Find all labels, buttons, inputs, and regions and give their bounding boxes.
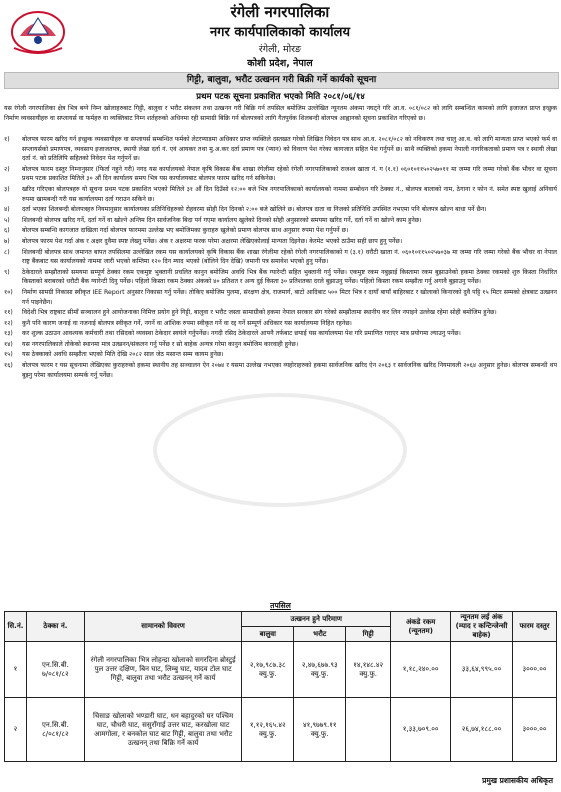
clause-item bbox=[4, 216, 557, 226]
cell-min-rate: १,१८,२४०.०० bbox=[391, 642, 451, 698]
clause-text: दर्ता भएका शिलबन्दी बोलपत्रहरु नियमानुसार कार्यालयका प्रतिनिधिहरुको रोहवरमा सोही दिन दिनको २:०० बजे खोलिने छ। बोलपत्र दाता वा निजको प्रतिनिधि उपस्थित नभएमा पनि बोलपत्र खोल्न बाधा पर्ने छैन। bbox=[22, 206, 487, 214]
cell-stone: १४,१४८.४२ क्यु.फु. bbox=[346, 642, 391, 698]
clause-number: ११) bbox=[4, 309, 13, 317]
cell-fee: ३०००.०० bbox=[512, 642, 556, 698]
clause-text: कर शुल्क उठाउन आवश्यक कर्मचारी तथा रसिदको व्यवस्था ठेकेदार स्वयंले गर्नुपर्नेछ। नगदी रसिद ठेकेदारले आफ्नै तर्फबाट छपाई यस कार्यालयमा पेश गरि प्रमाणित गराएर मात्र प्रयोगमा ल्याउनु पर्नेछ। bbox=[22, 330, 461, 338]
clause-item bbox=[4, 135, 557, 164]
col-gravel: भरौट bbox=[294, 627, 346, 642]
clause-item bbox=[4, 361, 557, 380]
clause-number: १०) bbox=[4, 288, 13, 296]
clause-item bbox=[4, 226, 557, 236]
clause-text: निर्माण सामग्री निकासा स्वीकृत IEE Report अनुसार निकासा गर्नु पर्नेछ। तोकिए बमोजिम पुलमा, संरक्षण क्षेत्र, राजमार्ग, बाटो आदिबाट ५०० मिटर भित्र र दायाँ बायाँ बाहिरबाट र खोलाको किनारको दुवै पट्टि १५ मिटर सम्मको क्षेत्रबाट उत्खनन गर्न पाइनेछैन। bbox=[22, 288, 557, 306]
clause-text: ठेकेदारले सम्झौताको समयमा सम्पूर्ण ठेक्का रकम एकमुष्ट भुक्तानी प्रचलित कानुन बमोजिम अवधि भित्र बैंक ग्यारेन्टी सहित भुक्तानी गर्नु पर्नेछ। एकमुष्ट रकम नबुझाई किस्तामा रकम बुझाउनेको हकमा ठेक्का रकमको शुरु किस्ता निर्धारित किस्ताको बराबरको धरौटी बैंक ग्यारेन्टी दिनु पर्नेछ। पहिलो किस्ता रकम ठेक्का अंकको ४० प्रतिशत र अन्य दुई किस्ता ३० प्रतिशतका दरले बुझाउनु पर्नेछ। पहिलो किस्ता रकम सम्झौता गर्नु अगावै बुझाउनु पर्नेछ। bbox=[22, 268, 557, 286]
clause-number: ७) bbox=[4, 237, 10, 245]
clause-item bbox=[4, 340, 557, 350]
clause-text: खरिद गरिएका बोलपत्रहरु यो सूचना प्रथम पटक प्रकाशित भएको मितिले ३१ औं दिन दिउँसो १२:०० बजे भित्र नगरपालिकाको कार्यालयको नाममा सम्बोधन गरि ठेक्का नं., बोलपत्र बालाको नाम, ठेगाना र फोन नं. समेत स्पष्ट खुलाई अनिवार्य रुपमा खामबन्दी गरी यस कार्यालयमा दर्ता गराउन सकिने छ। bbox=[22, 185, 557, 203]
col-quantity-group: उत्खनन हुने परिमाण bbox=[242, 612, 391, 627]
clause-item bbox=[4, 350, 557, 360]
clause-number: २) bbox=[4, 165, 10, 173]
clause-number: १४) bbox=[4, 340, 13, 348]
cell-sand: १,१२,१६५.४२ क्यु.फु. bbox=[242, 698, 294, 762]
clause-text: शिलबन्दी बोलपत्र खरिद गर्ने, दर्ता गर्ने वा खोल्ने अन्तिम दिन सार्वजनिक बिदा पर्न गएमा कार्यालय खुलेको दिनको सोही अनुसारको समयमा खरिद गर्ने, दर्ता गर्ने वा खोल्ने काम हुनेछ। bbox=[22, 216, 422, 224]
clause-list bbox=[4, 135, 557, 381]
clause-item bbox=[4, 308, 557, 318]
clause-item bbox=[4, 237, 557, 247]
cell-stone bbox=[346, 698, 391, 762]
clause-number: ३) bbox=[4, 185, 10, 193]
clause-number: १३) bbox=[4, 330, 13, 338]
cell-contract: एन.सि.बी. ८/०८१/८२ bbox=[26, 698, 84, 762]
signatory-title: प्रमुख प्रशासकीय अधिकृत bbox=[482, 776, 553, 785]
clause-text: कुनै पनि कारण जनाई वा नजनाई बोलपत्र स्वीकृत गर्ने, नगर्ने वा आंशिक रुपमा स्वीकृत गर्ने वा रद्द गर्ने सम्पूर्ण अधिकार यस कार्यालयमा निहित रहनेछ। bbox=[22, 319, 352, 327]
watermark-seal-icon bbox=[150, 390, 410, 510]
schedule-table bbox=[4, 611, 557, 762]
col-sand: बालुवा bbox=[242, 627, 294, 642]
cell-contract: एन.सि.बी. ७/०८१/८२ bbox=[26, 642, 84, 698]
clause-text: बोलपत्र फारम खरिद गर्न इच्छुक व्यवसायीहरु वा सप्लायर्स सम्बन्धित फर्मको लेटरप्याडमा अधिकार प्राप्त व्यक्तिले दस्तखत गरेको लिखित निवेदन पत्र साथ आ.व. २०८१/०८२ को नविकरण तथा चालु आ.व. को लागि मान्यता प्राप्त भएको फर्म वा सप्लायर्सको प्रमाणपत्र, व्यवसाय इजाजतपत्र, स्थायी लेखा दर्ता नं. एवं आयकर तथा मु.अ.कर दर्ता प्रमाण पत्र (प्यान) को विवरण पेश गरेका कागजात सहित पेश गर्नुपर्ने छ। साथै व्यक्तिको हकमा नेपाली नागरिकताको प्रमाण पत्र र स्थायी लेखा दर्ता नं. को प्रतिलिपि सहितको निवेदन पेश गर्नुपर्ने छ। bbox=[22, 136, 557, 163]
cell-deposit: २६,७४,१८८.०० bbox=[451, 698, 513, 762]
clause-number: १) bbox=[4, 136, 10, 143]
cell-gravel: ४१,९७७९.११ क्यु.फु. bbox=[294, 698, 346, 762]
publication-date: प्रथम पटक सूचना प्रकाशित भएको मिति २०८१/०६/१४ bbox=[196, 92, 365, 102]
col-stone: गिट्टी bbox=[346, 627, 391, 642]
clause-text: यस नगरपालिकाले तोकेको स्थानमा मात्र उत्खनन/संकलन गर्नु पर्नेछ र सो बाहेक अन्यत्र गरेमा कानुन बमोजिम कारवाही हुनेछ। bbox=[22, 340, 299, 348]
clause-item bbox=[4, 185, 557, 204]
clause-item bbox=[4, 268, 557, 287]
cell-sand: २,१७,९८७.३८ क्यु.फु. bbox=[242, 642, 294, 698]
cell-min-rate: १,३३,७०९.०० bbox=[391, 698, 451, 762]
clause-number: १५) bbox=[4, 351, 13, 359]
clause-number: ९) bbox=[4, 268, 10, 276]
header-location: रंगेली, मोरङ bbox=[258, 44, 302, 55]
cell-description: रंगेली नगरपालिका भित्र लोहन्द्रा खोलाको सगरदिना ब्रोस्टुई पुल उत्तर दक्षिण, बिन घाट, लिम्बु घाट, यादव टोल घाट गिट्टी, बालुवा तथा भरौट उत्खनन् गर्ने कार्य bbox=[84, 642, 241, 698]
clause-number: १६) bbox=[4, 362, 13, 370]
table-row bbox=[5, 698, 557, 762]
clause-text: बोलपत्र फारम पेश गर्दा अंक र अक्षर दुवैमा स्पष्ट लेख्नु पर्नेछ। अंक र अक्षरमा फरक परेमा अक्षरमा लेखिएकोलाई मान्यता दिइनेछ। केरमेट भएको ठाउँमा सही छाप हुनु पर्नेछ। bbox=[22, 237, 403, 245]
table-label: तपसिल bbox=[270, 601, 291, 610]
header-office: नगर कार्यपालिकाको कार्यालय bbox=[209, 25, 351, 40]
header-municipality: रंगेली नगरपालिका bbox=[230, 3, 330, 21]
clause-item bbox=[4, 329, 557, 339]
col-fee: फारम दस्तुर bbox=[512, 612, 556, 642]
col-sn: सि.नं. bbox=[5, 612, 27, 642]
col-deposit: न्यूनतम लई अंक (म्याद र कन्टिन्जेन्सी बाहेक) bbox=[451, 612, 513, 642]
clause-item bbox=[4, 319, 557, 329]
cell-deposit: ३३,६४,९९५.०० bbox=[451, 642, 513, 698]
clause-text: बोलपत्र सम्बन्धि कागजात दाखिला गर्दा बोलपत्र फारममा उल्लेख भए बमोजिमका कुराहरु खुलेको प्रमाण बोलपत्र साथ अनुसार रुपमा पेश गर्नुपर्ने छ। bbox=[22, 227, 349, 235]
cell-description: चिसाङ खोलाको भण्डारी घाट, धन बहादुरको घर पश्चिम घाट, चौधरी घाट, ससुराँगाई उत्तर घाट, करखोला घाट आमगोला, र बनकोल घाट बाट गिट्टी, बालुवा तथा भरौट उत्खनन् तथा बिक्रि गर्ने कार्य bbox=[84, 698, 241, 762]
cell-sn: १ bbox=[5, 642, 27, 698]
clause-item bbox=[4, 165, 557, 184]
header-province: कोशी प्रदेश, नेपाल bbox=[247, 58, 313, 69]
clause-item bbox=[4, 248, 557, 267]
intro-paragraph: यस रंगेली नगरपालिका क्षेत्र भित्र बग्ने निम्न खोलाहरुबाट गिट्टी, बालुवा र भरौट संकलन तथा उत्खनन गरी बिक्रि गर्न तपसिल बमोजिम उल्लेखित न्यूनतम अंकमा नघट्ने गरि आ.व. ०८१/०८२ को लागि सम्बन्धित कामको लागि इजाजत प्राप्त इच्छुक निर्माण व्यवसायीहरु वा सप्लायर्स वा फर्महरु वा व्यक्तिबाट निम्न शर्तहरुको अधिनमा रही सामाग्री बिक्रि गर्न बोलपत्रको लागि गैतपुर्वक शिलबन्दी बोलपत्र आह्वानको सूचना प्रकाशित गरिएको छ। bbox=[4, 105, 557, 122]
notice-title-banner: गिट्टी, बालुवा, भरौट उत्खनन गरी बिक्री गर्ने कार्यको सूचना bbox=[4, 72, 559, 89]
table-row bbox=[5, 642, 557, 698]
clause-number: ६) bbox=[4, 227, 10, 235]
clause-number: ४) bbox=[4, 206, 10, 214]
col-min-rate: अंकडे रकम (न्यूनतम) bbox=[391, 612, 451, 642]
cell-sn: २ bbox=[5, 698, 27, 762]
col-contract: ठेक्का नं. bbox=[26, 612, 84, 642]
clause-text: बोलपत्र फारम दस्तुर निम्नानुसार (फिर्ता नहुने गरी) नगद यस कार्यालयको नेपाल कृषि विकास बैंक शाखा रंगेलीमा रहेको रंगेली नगरपालिकाको राजश्व खाता नं. ग (१.१) ०६०१०११५०२५७०११ मा जम्मा गरि जम्मा गरेको बैंक भौचर वा सूचना प्रथम पटक प्रकाशित मितिले ३० औं दिन कार्यालय समय भित्र यस कार्यालयबाट बोलपत्र फारम खरिद गर्न सकिनेछ। bbox=[22, 165, 557, 183]
col-description: सामानको विवरण bbox=[84, 612, 241, 642]
clause-number: ५) bbox=[4, 216, 10, 224]
clause-text: शिलबन्दी बोलपत्र साथ जमानत बापत तपसिलमा उल्लेखित रकम यस कार्यालयको कृषि विकास बैंक शाखा रंगेलीमा रहेको रंगेली नगरपालिकाको ग (३.१) धरौटी खाता नं. ०६०१०११५०२५७०३७ मा जम्मा गरि जम्मा गरेको बैंक भौचर वा नेपाल राष्ट्र बैंकबाट यस कार्यालयको नाममा जारी भएको कम्तिमा १२० दिन म्याद भएको (बोलिने दिन देखि) जमानी पत्र समावेश भएको हुनु पर्नेछ। bbox=[22, 248, 557, 266]
clause-text: विदेशी भित्र राष्ट्रबाट सीमाँ सञ्चालन हुने आयोजनाका निमित्त प्रयोग हुने गिट्टी, बालुवा र भरौट जस्ता सामाग्रीको हकमा नेपाल सरकार संग गरेको सम्झौतामा स्थानीय कर लिन नपाइने उल्लेख रहेमा सोही बमोजिम हुनेछ। bbox=[22, 309, 497, 317]
cell-fee: ३०००.०० bbox=[512, 698, 556, 762]
clause-item bbox=[4, 205, 557, 215]
clause-number: १२) bbox=[4, 319, 13, 327]
cell-gravel: २,४७,६७७.९३ क्यु.फु. bbox=[294, 642, 346, 698]
clause-item bbox=[4, 288, 557, 307]
nepal-emblem-icon bbox=[8, 4, 68, 54]
clause-text: बोलपत्र फारम र यस सूचनामा लेखिएका कुराहरुको हकमा स्थानीय तह सञ्चालन ऐन २०७४ र यसमा उल्लेख नभएका व्यहोराहरुको हकमा सार्वजनिक खरिद ऐन २०६३ र सार्वजनिक खरिद नियमावली २०६४ अनुसार हुनेछ। बोलपत्र सम्बन्धी थप बुझ्नु परेमा कार्यालयमा सम्पर्क गर्नु पर्नेछ। bbox=[22, 362, 557, 379]
clause-text: यस ठेक्काको अवधि सम्झौता भएको मिति देखि २०८२ साल जेठ मसान्त सम्म कायम हुनेछ। bbox=[22, 351, 224, 359]
clause-number: ८) bbox=[4, 248, 10, 256]
